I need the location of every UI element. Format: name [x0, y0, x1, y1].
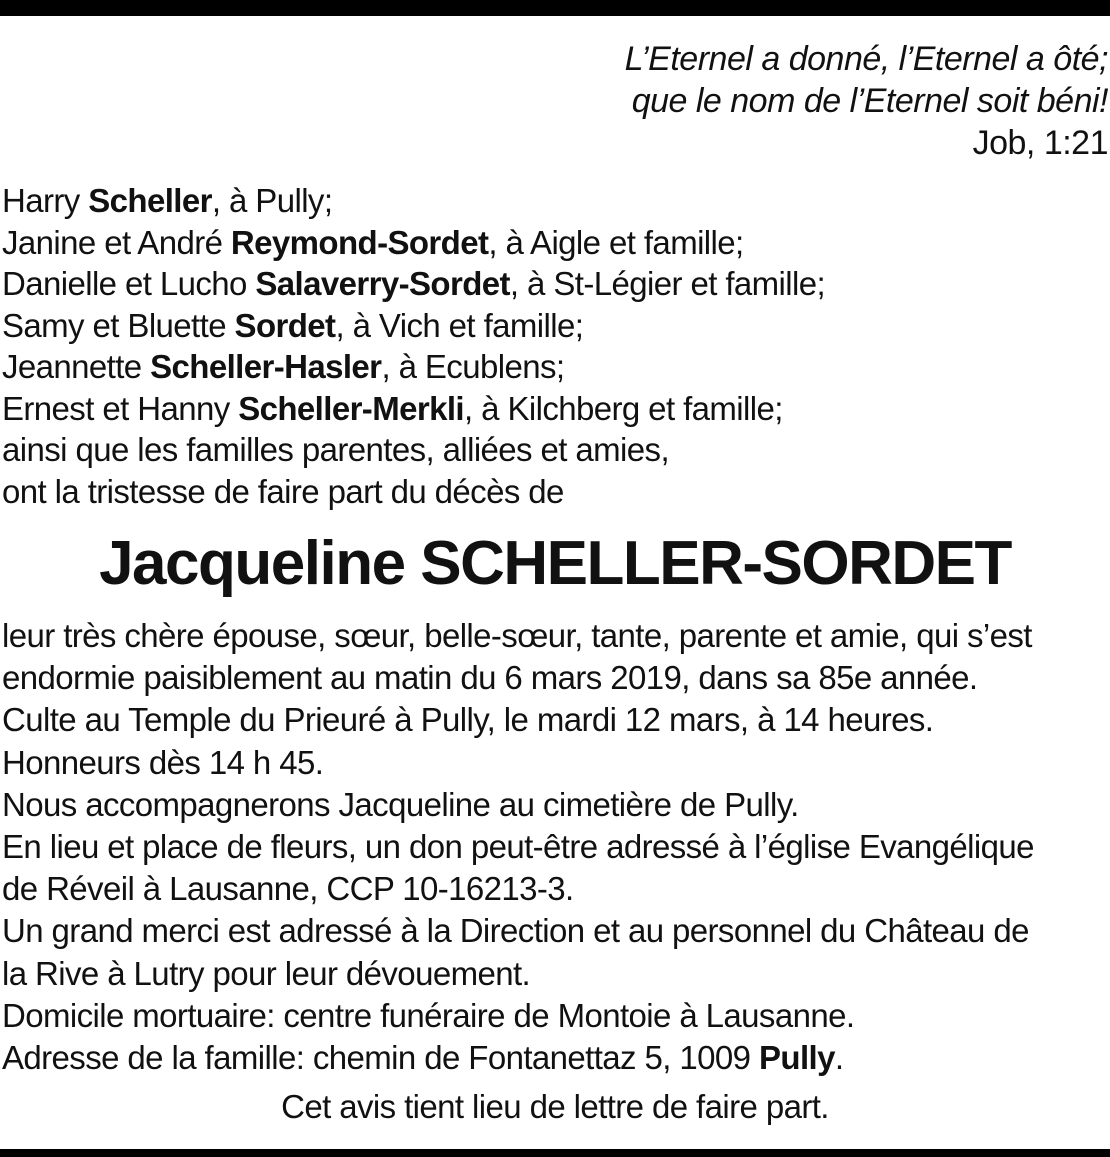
top-border-rule [0, 0, 1110, 16]
notice-body [2, 615, 1034, 1079]
family-surname: Reymond-Sordet [230, 223, 489, 261]
family-surname: Scheller [88, 182, 212, 219]
body-line: En lieu et place de fleurs, un don peut-être adressé à l’église Evangélique [2, 828, 1034, 866]
family-row: Jeannette Scheller-Hasler, à Ecublens; [2, 348, 565, 385]
closing-note: Cet avis tient lieu de lettre de faire part. [281, 1088, 829, 1125]
body-line: Honneurs dès 14 h 45. [2, 743, 324, 781]
family-row: Danielle et Lucho Salaverry-Sordet, à St-Légier et famille; [2, 265, 826, 302]
body-line: Culte au Temple du Prieuré à Pully, le mardi 12 mars, à 14 heures. [2, 701, 934, 739]
family-closing-line: ainsi que les familles parentes, alliées et amies, [2, 431, 670, 468]
family-row: Harry Scheller, à Pully; [2, 182, 333, 219]
family-row: Samy et Bluette Sordet, à Vich et famille; [2, 306, 584, 344]
family-row: Ernest et Hanny Scheller-Merkli, à Kilchberg et famille; [2, 389, 783, 427]
family-closing-line: ont la tristesse de faire part du décès de [2, 472, 564, 510]
deceased-name: Jacqueline SCHELLER-SORDET [99, 529, 1011, 598]
address-city: Pully [759, 1039, 835, 1077]
body-line: Nous accompagnerons Jacqueline au cimetière de Pully. [2, 785, 799, 823]
family-row: Janine et André Reymond-Sordet, à Aigle et famille; [2, 223, 744, 261]
body-line: leur très chère épouse, sœur, belle-sœur, tante, parente et amie, qui s’est [2, 617, 1032, 654]
bottom-border-rule [0, 1149, 1110, 1157]
family-list [2, 180, 825, 512]
body-line: la Rive à Lutry pour leur dévouement. [2, 954, 531, 992]
family-surname: Scheller-Merkli [238, 389, 464, 427]
family-address: Adresse de la famille: chemin de Fontanettaz 5, 1009 Pully. [2, 1039, 844, 1077]
verse-line-1: L’Eternel a donné, l’Eternel a ôté; [624, 40, 1108, 78]
verse-reference: Job, 1:21 [972, 124, 1108, 162]
body-line: de Réveil à Lausanne, CCP 10-16213-3. [2, 870, 574, 908]
family-surname: Sordet [234, 306, 336, 344]
body-line: Domicile mortuaire: centre funéraire de Montoie à Lausanne. [2, 996, 855, 1034]
body-line: endormie paisiblement au matin du 6 mars 2019, dans sa 85e année. [2, 659, 978, 697]
family-surname: Scheller-Hasler [150, 348, 382, 385]
family-surname: Salaverry-Sordet [255, 265, 510, 302]
verse-line-2: que le nom de l’Eternel soit béni! [631, 82, 1108, 120]
body-line: Un grand merci est adressé à la Direction et au personnel du Château de [2, 912, 1029, 950]
bible-verse [625, 38, 1108, 164]
